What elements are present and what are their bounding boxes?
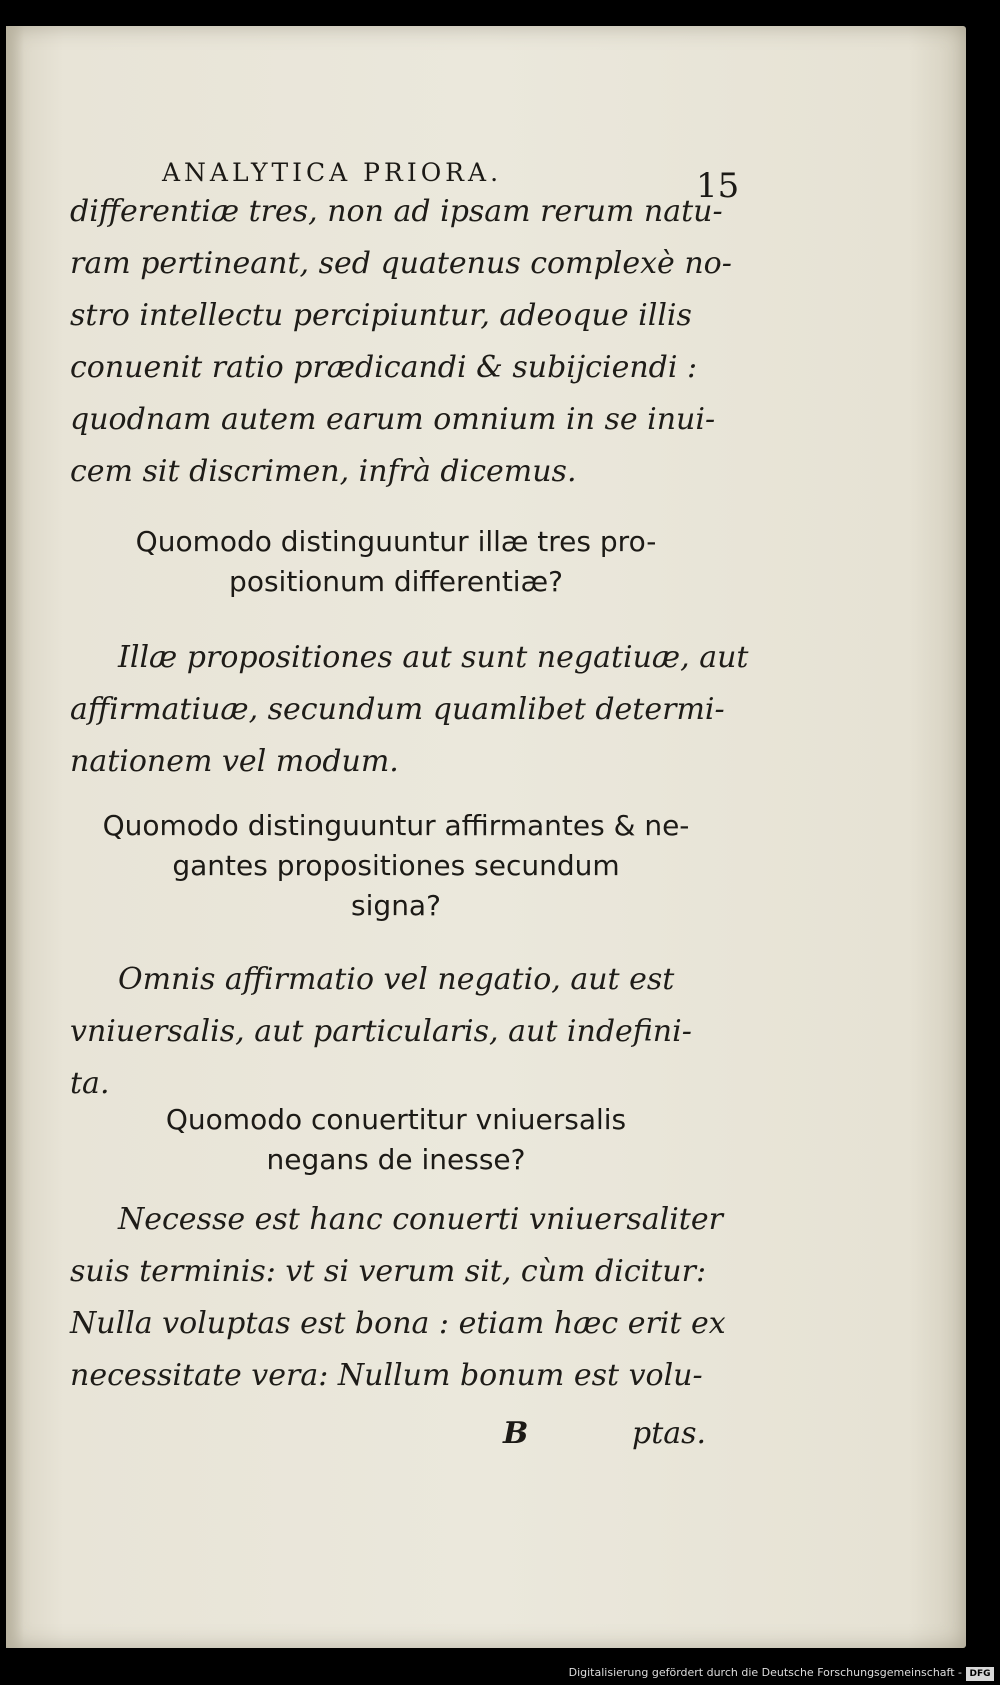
heading-line: signa? (351, 889, 441, 922)
question-heading-1 (56, 522, 736, 602)
page-number: 15 (696, 166, 740, 206)
text-line: Illæ propositiones aut sunt negatiuæ, aut (118, 640, 749, 675)
dfg-logo-icon: DFG (966, 1667, 994, 1681)
question-heading-3 (56, 1100, 736, 1180)
question-heading-2 (56, 806, 736, 926)
heading-line: positionum differentiæ? (229, 565, 563, 598)
text-line: affirmatiuæ, secundum quamlibet determi- (70, 692, 725, 727)
text-line: conuenit ratio prædicandi & subijciendi : (70, 350, 698, 385)
text-line: cem sit discrimen, infrà dicemus. (70, 454, 577, 489)
text-block-2 (70, 632, 749, 788)
text-line: differentiæ tres, non ad ipsam rerum natu- (70, 194, 723, 229)
digitization-credit: Digitalisierung gefördert durch die Deutsche Forschungsgemeinschaft - (568, 1666, 962, 1679)
signature-mark: B (503, 1416, 529, 1451)
text-line: nationem vel modum. (70, 744, 399, 779)
text-block-3 (70, 954, 730, 1110)
heading-line: Quomodo conuertitur vniuersalis (165, 1103, 627, 1136)
text-line: Necesse est hanc conuerti vniuersaliter (118, 1202, 723, 1237)
page-gutter-shadow (6, 26, 24, 1648)
heading-line: Quomodo distinguuntur illæ tres pro- (135, 525, 657, 558)
text-line: quodnam autem earum omnium in se inui- (70, 402, 716, 437)
text-line: stro intellectu percipiuntur, adeoque illis (70, 298, 692, 333)
text-block-4 (70, 1194, 730, 1402)
heading-line: gantes propositiones secundum (172, 849, 620, 882)
text-line: Nulla voluptas est bona : etiam hæc erit ex (70, 1306, 726, 1341)
text-line: necessitate vera: Nullum bonum est volu- (70, 1358, 703, 1393)
text-line: ta. (70, 1066, 110, 1101)
heading-line: negans de inesse? (266, 1143, 526, 1176)
text-line: suis terminis: vt si verum sit, cùm dicitur: (70, 1254, 707, 1289)
text-line: ram pertineant, sed quatenus complexè no- (70, 246, 732, 281)
text-block-1 (70, 186, 730, 498)
running-head: ANALYTICA PRIORA. (162, 158, 503, 187)
text-line: Omnis affirmatio vel negatio, aut est (118, 962, 675, 997)
heading-line: Quomodo distinguuntur affirmantes & ne- (102, 809, 690, 842)
text-line: vniuersalis, aut particularis, aut indefini- (70, 1014, 692, 1049)
catchword: ptas. (632, 1416, 707, 1451)
book-page (6, 26, 966, 1648)
